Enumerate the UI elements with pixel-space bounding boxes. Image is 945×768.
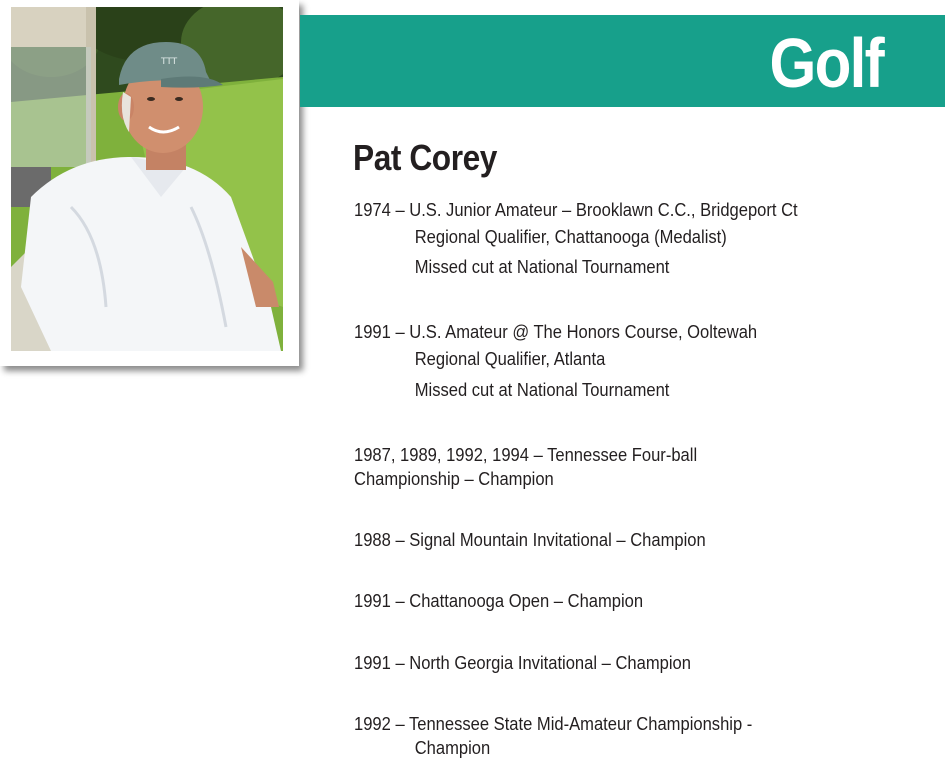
achievement-title: 1991 – North Georgia Invitational – Champion [354,653,691,673]
achievement-title: 1987, 1989, 1992, 1994 – Tennessee Four-ball [354,445,698,465]
achievement-entry [354,198,836,282]
achievement-entry [354,320,792,406]
header-banner [300,15,945,107]
achievement-entry [354,443,727,491]
achievement-title-continued: Champion [414,738,491,758]
achievement-title: 1988 – Signal Mountain Invitational – Champion [354,530,706,550]
achievement-title-continued: Championship – Champion [354,469,554,489]
achievement-title: 1974 – U.S. Junior Amateur – Brooklawn C.C., Bridgeport Ct [354,200,798,220]
photo-frame [0,0,299,366]
achievement-detail: Missed cut at National Tournament [414,380,670,400]
achievement-title: 1992 – Tennessee State Mid-Amateur Championship - [354,714,753,734]
achievement-entry [354,651,720,675]
svg-text:TTT: TTT [161,57,178,67]
inductee-name: Pat Corey [353,137,497,178]
page-title: Golf [769,24,883,102]
golfer-portrait-photo [11,7,283,351]
achievement-entry [354,528,736,552]
achievement-detail: Missed cut at National Tournament [414,257,670,277]
achievement-detail: Regional Qualifier, Chattanooga (Medalist) [414,227,727,247]
achievement-entry [354,589,668,613]
achievement-detail: Regional Qualifier, Atlanta [414,349,606,369]
achievement-entry [354,712,787,760]
achievement-title: 1991 – U.S. Amateur @ The Honors Course, Ooltewah [354,322,758,342]
achievement-title: 1991 – Chattanooga Open – Champion [354,591,644,611]
